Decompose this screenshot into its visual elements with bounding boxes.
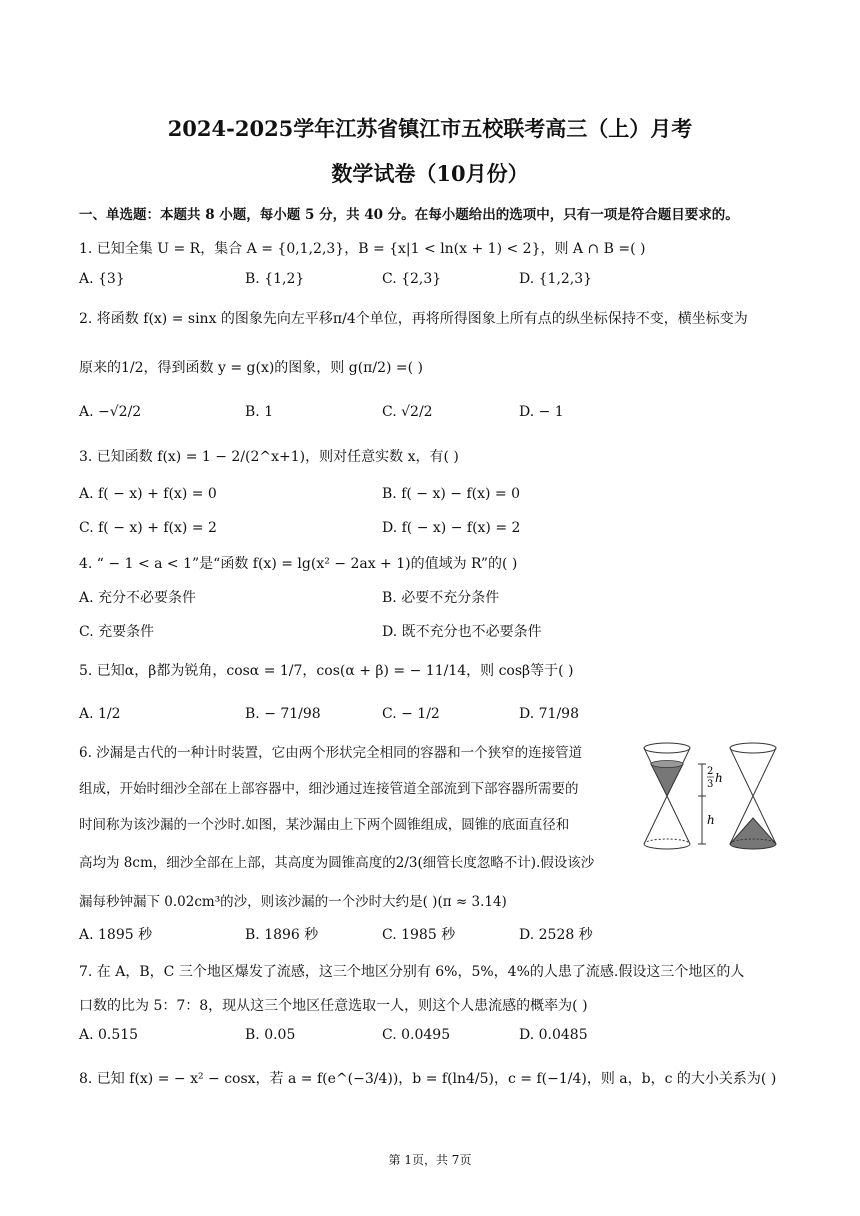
question-7-line2: 口数的比为 5：7：8，现从这三个地区任意选取一人，则这个人患流感的概率为( ) <box>79 998 588 1014</box>
q4-option-d: D. 既不充分也不必要条件 <box>382 624 542 640</box>
q2-option-c: C. √2/2 <box>382 404 433 420</box>
q1-option-b: B. {1,2} <box>245 271 305 287</box>
svg-text:2: 2 <box>707 766 714 777</box>
q5-option-b: B. − 71/98 <box>245 706 321 722</box>
question-5-stem: 5. 已知α，β都为锐角，cosα = 1/7，cos(α + β) = − 11/14，则 cosβ等于( ) <box>79 663 574 679</box>
q7-option-a: A. 0.515 <box>79 1027 139 1043</box>
lower-sand <box>730 818 776 849</box>
label-h-upper: h <box>715 771 723 785</box>
question-2-stem-line1: 2. 将函数 f(x) = sinx 的图象先向左平移π/4个单位，再将所得图象上所有点的纵坐标保持不变，横坐标变为 <box>79 311 748 327</box>
question-7-line1: 7. 在 A，B，C 三个地区爆发了流感，这三个地区分别有 6%，5%，4%的人患了流感.假设这三个地区的人 <box>79 964 745 980</box>
hourglass-left <box>644 743 723 849</box>
q1-option-c: C. {2,3} <box>382 271 442 287</box>
question-3-stem: 3. 已知函数 f(x) = 1 − 2/(2^x+1)，则对任意实数 x，有( ) <box>79 449 459 465</box>
q5-option-c: C. − 1/2 <box>382 706 440 722</box>
q7-option-b: B. 0.05 <box>245 1027 296 1043</box>
label-h-lower: h <box>707 813 715 827</box>
svg-text:3: 3 <box>707 779 714 790</box>
q4-option-b: B. 必要不充分条件 <box>382 590 500 606</box>
question-2-stem-line2: 原来的1/2，得到函数 y = g(x)的图象，则 g(π/2) =( ) <box>79 360 424 376</box>
exam-title: 2024-2025学年江苏省镇江市五校联考高三（上）月考 <box>167 116 693 141</box>
q4-option-c: C. 充要条件 <box>79 624 155 640</box>
question-1-stem: 1. 已知全集 U = R，集合 A = {0,1,2,3}，B = {x|1 < ln(x + 1) < 2}，则 A ∩ B =( ) <box>79 241 646 257</box>
q6-option-b: B. 1896 秒 <box>245 927 319 943</box>
q3-option-b: B. f( − x) − f(x) = 0 <box>382 486 520 502</box>
q7-option-d: D. 0.0485 <box>519 1027 588 1043</box>
q5-option-d: D. 71/98 <box>519 706 579 722</box>
q7-option-c: C. 0.0495 <box>382 1027 451 1043</box>
q2-option-d: D. − 1 <box>519 404 564 420</box>
q6-option-a: A. 1895 秒 <box>79 927 153 943</box>
q3-option-c: C. f( − x) + f(x) = 2 <box>79 520 217 536</box>
q5-option-a: A. 1/2 <box>79 706 121 722</box>
question-6-line4: 高均为 8cm，细沙全部在上部，其高度为圆锥高度的2/3(细管长度忽略不计).假设该沙 <box>79 855 595 871</box>
q2-option-b: B. 1 <box>245 404 274 420</box>
question-6-line2: 组成，开始时细沙全部在上部容器中，细沙通过连接管道全部流到下部容器所需要的 <box>79 781 579 797</box>
q4-option-a: A. 充分不必要条件 <box>79 590 197 606</box>
question-6-line5: 漏每秒钟漏下 0.02cm³的沙，则该沙漏的一个沙时大约是( )(π ≈ 3.14) <box>79 894 507 910</box>
page-footer: 第 1页，共 7页 <box>388 1153 472 1167</box>
hourglass-right <box>730 743 776 849</box>
upper-sand <box>651 764 683 796</box>
question-8-stem: 8. 已知 f(x) = − x² − cosx，若 a = f(e^(−3/4))，b = f(ln4/5)，c = f(−1/4)，则 a，b，c 的大小关系为( ) <box>79 1071 777 1087</box>
q6-option-c: C. 1985 秒 <box>382 927 456 943</box>
q3-option-d: D. f( − x) − f(x) = 2 <box>382 520 521 536</box>
q3-option-a: A. f( − x) + f(x) = 0 <box>79 486 217 502</box>
exam-subtitle: 数学试卷（10月份） <box>331 161 529 186</box>
q6-option-d: D. 2528 秒 <box>519 927 593 943</box>
hourglass-figure <box>640 738 805 858</box>
q1-option-d: D. {1,2,3} <box>519 271 593 287</box>
q2-option-a: A. −√2/2 <box>79 404 142 420</box>
question-6-line3: 时间称为该沙漏的一个沙时.如图，某沙漏由上下两个圆锥组成，圆锥的底面直径和 <box>79 817 570 833</box>
q1-option-a: A. {3} <box>79 271 125 287</box>
question-6-line1: 6. 沙漏是古代的一种计时装置，它由两个形状完全相同的容器和一个狭窄的连接管道 <box>79 745 583 761</box>
question-4-stem: 4. “ − 1 < a < 1”是“函数 f(x) = lg(x² − 2ax + 1)的值域为 R”的( ) <box>79 556 518 572</box>
section-heading: 一、单选题：本题共 8 小题，每小题 5 分，共 40 分。在每小题给出的选项中，只有一项是符合题目要求的。 <box>79 207 739 223</box>
